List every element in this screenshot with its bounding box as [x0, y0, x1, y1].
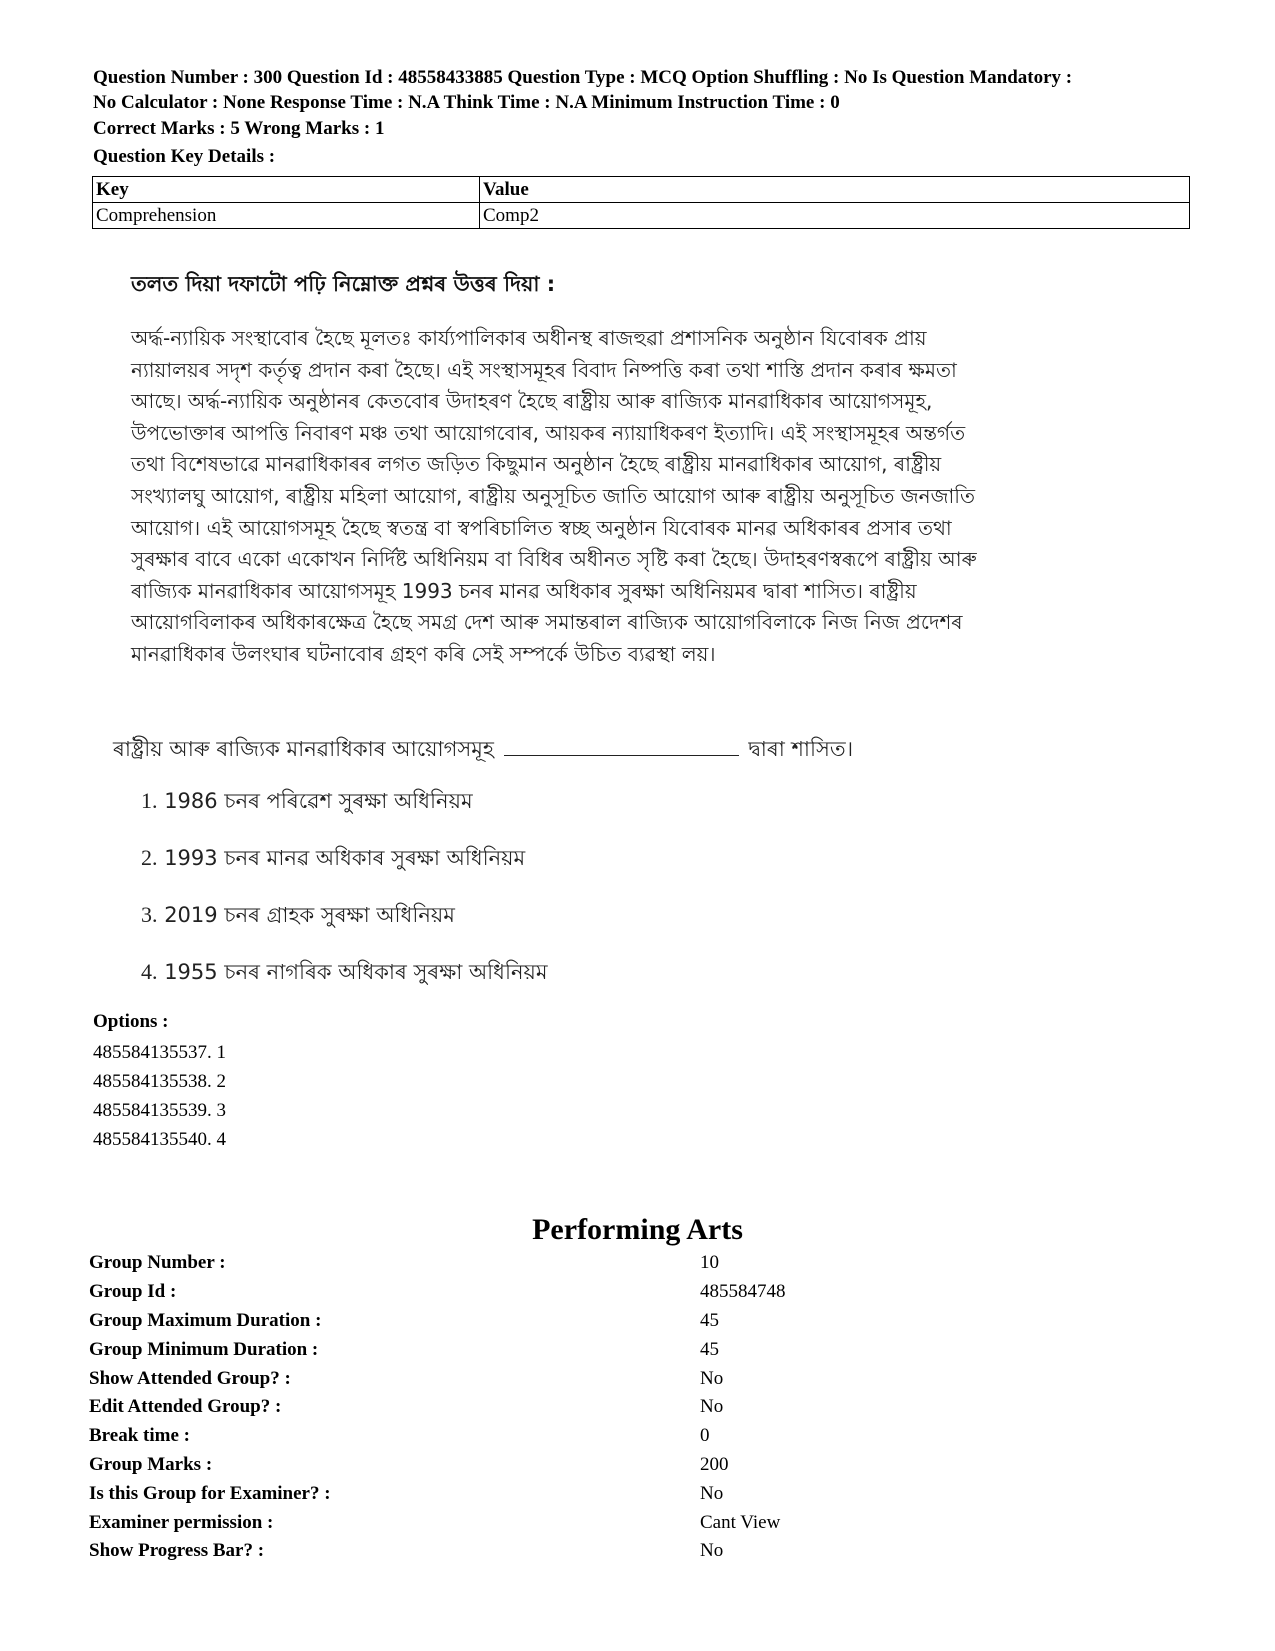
group-detail-key: Group Marks :	[89, 1453, 213, 1475]
group-detail-value: 45	[700, 1338, 719, 1360]
passage-instruction: তলত দিয়া দফাটো পঢ়ি নিম্নোক্ত প্ৰশ্নৰ উত্তৰ দিয়া :	[131, 272, 556, 296]
group-detail-value: 485584748	[700, 1281, 786, 1303]
table-row	[89, 1249, 989, 1278]
answer-choice-3	[141, 899, 455, 934]
marks-line: Correct Marks : 5 Wrong Marks : 1	[93, 118, 385, 139]
table-row	[89, 1537, 989, 1566]
table-row	[89, 1393, 989, 1422]
table-row	[89, 1451, 989, 1480]
question-metadata	[93, 65, 1203, 115]
question-text	[113, 733, 853, 768]
choice-number: 4.	[141, 959, 158, 984]
group-detail-key: Break time :	[89, 1425, 190, 1447]
option-item: 485584135540. 4	[93, 1129, 226, 1150]
group-detail-value: No	[700, 1396, 724, 1418]
options-list	[93, 1038, 226, 1154]
group-detail-value: 0	[700, 1425, 710, 1447]
choice-text: 1986 চনৰ পৰিৱেশ সুৰক্ষা অধিনিয়ম	[164, 789, 473, 813]
passage-line: সুৰক্ষাৰ বাবে একো একোখন নিৰ্দিষ্ট অধিনিয়ম বা বিধিৰ অধীনত সৃষ্টি কৰা হৈছে। উদাহৰণস্বৰূপে ৰাষ্ট্ৰীয় আৰু	[131, 547, 977, 572]
group-detail-key: Is this Group for Examiner? :	[89, 1482, 331, 1504]
choice-number: 2.	[141, 845, 158, 870]
passage-line: মানৱাধিকাৰ উলংঘাৰ ঘটনাবোৰ গ্ৰহণ কৰি সেই সম্পৰ্কে উচিত ব্যৱস্থা লয়।	[131, 641, 716, 666]
group-detail-value: No	[700, 1367, 724, 1389]
metadata-line-2: No Calculator : None Response Time : N.A Think Time : N.A Minimum Instruction Time : 0	[93, 92, 840, 113]
passage-line: তথা বিশেষভাৱে মানৱাধিকাৰৰ লগত জড়িত কিছুমান অনুষ্ঠান হৈছে ৰাষ্ট্ৰীয় মানৱাধিকাৰ আয়োগ, ৰাষ্ট্ৰীয়	[131, 452, 942, 477]
group-detail-key: Group Number :	[89, 1252, 226, 1274]
option-item: 485584135538. 2	[93, 1071, 226, 1092]
fill-in-blank	[504, 733, 739, 756]
option-item: 485584135537. 1	[93, 1042, 226, 1063]
table-header-row	[93, 177, 1190, 203]
table-row	[89, 1364, 989, 1393]
group-detail-key: Group Minimum Duration :	[89, 1338, 319, 1360]
key-details-label: Question Key Details :	[93, 146, 276, 167]
table-row	[89, 1479, 989, 1508]
group-detail-value: 10	[700, 1252, 719, 1274]
passage-line: ৰাজ্যিক মানৱাধিকাৰ আয়োগসমূহ 1993 চনৰ মানৱ অধিকাৰ সুৰক্ষা অধিনিয়মৰ দ্বাৰা শাসিত। ৰাষ্ট্ৰীয়	[131, 578, 917, 603]
table-row	[89, 1278, 989, 1307]
table-row	[89, 1335, 989, 1364]
choice-number: 1.	[141, 788, 158, 813]
passage-line: আছে। অৰ্দ্ধ-ন্যায়িক অনুষ্ঠানৰ কেতবোৰ উদাহৰণ হৈছে ৰাষ্ট্ৰীয় আৰু ৰাজ্যিক মানৱাধিকাৰ আয়োগসমূহ,	[131, 389, 933, 414]
comprehension-passage	[131, 323, 1191, 671]
cell-key: Comprehension	[93, 203, 480, 229]
choice-number: 3.	[141, 902, 158, 927]
group-detail-value: No	[700, 1482, 724, 1504]
table-row	[89, 1508, 989, 1537]
section-title: Performing Arts	[532, 1213, 743, 1246]
group-details-table	[89, 1249, 989, 1566]
group-detail-key: Edit Attended Group? :	[89, 1396, 282, 1418]
option-item: 485584135539. 3	[93, 1100, 226, 1121]
group-detail-value: 45	[700, 1309, 719, 1331]
group-detail-key: Examiner permission :	[89, 1511, 274, 1533]
passage-line: আয়োগ। এই আয়োগসমূহ হৈছে স্বতন্ত্ৰ বা স্বপৰিচালিত স্বচ্ছ অনুষ্ঠান যিবোৰক মানৱ অধিকাৰৰ প্ৰসাৰ তথা	[131, 515, 952, 540]
choice-text: 1993 চনৰ মানৱ অধিকাৰ সুৰক্ষা অধিনিয়ম	[164, 846, 526, 870]
options-label: Options :	[93, 1011, 169, 1032]
passage-line: আয়োগবিলাকৰ অধিকাৰক্ষেত্ৰ হৈছে সমগ্ৰ দেশ আৰু সমান্তৰাল ৰাজ্যিক আয়োগবিলাকে নিজ নিজ প্ৰদেশৰ	[131, 610, 963, 635]
table-row	[89, 1307, 989, 1336]
group-detail-value: Cant View	[700, 1511, 781, 1533]
metadata-line-1: Question Number : 300 Question Id : 48558433885 Question Type : MCQ Option Shuffling : No Is Question Mandatory :	[93, 67, 1073, 88]
header-value: Value	[480, 177, 1190, 203]
question-before-blank: ৰাষ্ট্ৰীয় আৰু ৰাজ্যিক মানৱাধিকাৰ আয়োগসমূহ	[113, 737, 494, 761]
passage-line: অৰ্দ্ধ-ন্যায়িক সংস্থাবোৰ হৈছে মূলতঃ কাৰ্য্যপালিকাৰ অধীনস্থ ৰাজহুৱা প্ৰশাসনিক অনুষ্ঠান যিবোৰক প্ৰায়	[131, 326, 927, 350]
question-after-blank: দ্বাৰা শাসিত।	[748, 737, 854, 761]
group-detail-value: No	[700, 1540, 724, 1562]
table-row	[93, 203, 1190, 229]
answer-choice-1	[141, 785, 473, 820]
group-detail-key: Group Id :	[89, 1281, 177, 1303]
group-detail-key: Show Attended Group? :	[89, 1367, 291, 1389]
answer-choice-2	[141, 842, 525, 877]
choice-text: 1955 চনৰ নাগৰিক অধিকাৰ সুৰক্ষা অধিনিয়ম	[164, 960, 548, 984]
group-detail-value: 200	[700, 1453, 729, 1475]
passage-line: উপভোক্তাৰ আপত্তি নিবাৰণ মঞ্চ তথা আয়োগবোৰ, আয়কৰ ন্যায়াধিকৰণ ইত্যাদি। এই সংস্থাসমূহৰ অন্তৰ্গত	[131, 420, 966, 445]
group-detail-key: Group Maximum Duration :	[89, 1309, 322, 1331]
cell-value: Comp2	[480, 203, 1190, 229]
passage-line: ন্যায়ালয়ৰ সদৃশ কৰ্তৃত্ব প্ৰদান কৰা হৈছে। এই সংস্থাসমূহৰ বিবাদ নিষ্পত্তি কৰা তথা শাস্তি প্ৰদান কৰাৰ ক্ষমতা	[131, 357, 957, 382]
header-key: Key	[93, 177, 480, 203]
passage-line: সংখ্যালঘু আয়োগ, ৰাষ্ট্ৰীয় মহিলা আয়োগ, ৰাষ্ট্ৰীয় অনুসূচিত জাতি আয়োগ আৰু ৰাষ্ট্ৰীয় অনুসূচিত জনজাতি	[131, 483, 975, 508]
answer-choice-4	[141, 956, 548, 991]
group-detail-key: Show Progress Bar? :	[89, 1540, 265, 1562]
choice-text: 2019 চনৰ গ্ৰাহক সুৰক্ষা অধিনিয়ম	[164, 903, 455, 927]
key-details-table	[92, 176, 1190, 229]
table-row	[89, 1422, 989, 1451]
